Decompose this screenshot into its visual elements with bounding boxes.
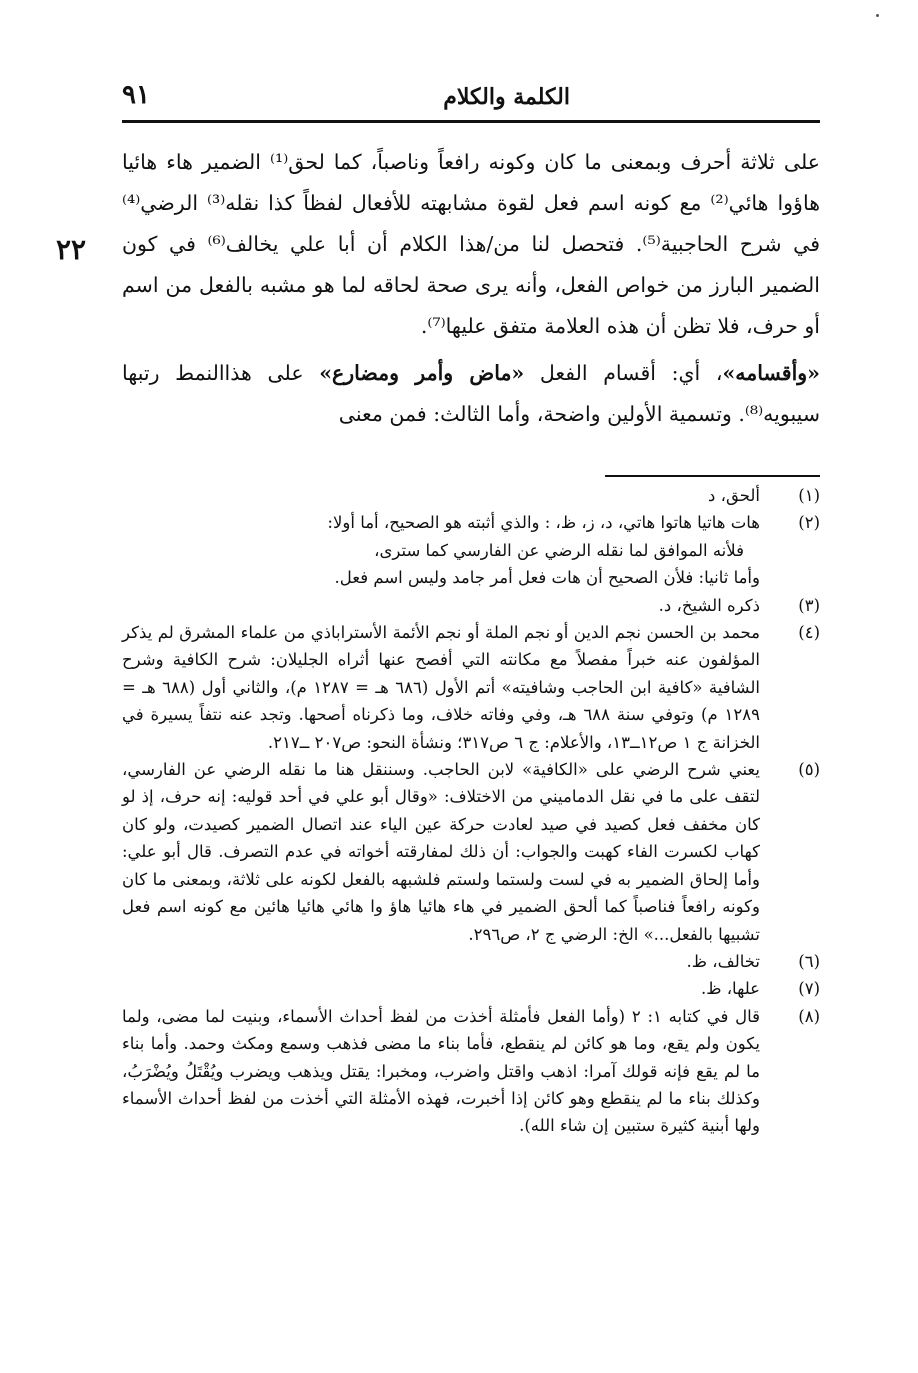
footnote-text: قال في كتابه ١: ٢ (وأما الفعل فأمثلة أخذت من لفظ أحداث الأسماء، وبنيت لما مضى، ولما يكون ولم يقع، وما هو كائن لم ينقطع، فأما بناء ما مضى فذهب وسمع ومكث وحمد. وأما بناء ما لم يقع فإنه قولك آمرا: اذهب واقتل واضرب، ومخبرا: يقتل ويذهب ويضرب ويُقْتَلُ ويُضْرَبُ، وكذلك بناء ما لم ينقطع وهو كائن إذا أخبرت، فهذه الأمثلة التي أخذت من لفظ أحداث الأسماء ولها أبنية كثيرة ستبين إن شاء الله).	[122, 1006, 760, 1136]
footnote	[122, 509, 820, 591]
footnote	[122, 482, 820, 509]
main-text	[122, 142, 820, 435]
header-title: الكلمة والكلام	[443, 84, 570, 110]
term-aqsamuh: «وأقسامه»	[722, 361, 820, 385]
p2-text-1: ، أي: أقسام الفعل	[524, 361, 723, 385]
footnote-number: (٤)	[798, 623, 820, 643]
running-header	[122, 80, 820, 116]
footnote	[122, 619, 820, 756]
main-paragraph-2	[122, 353, 820, 435]
scan-speck	[876, 14, 879, 17]
footnote-number: (٢)	[798, 513, 820, 533]
main-paragraph-1: على ثلاثة أحرف وبمعنى ما كان وكونه رافعاً وناصباً، كما لحق⁽¹⁾ الضمير هاء هائيا هاؤوا هائي⁽²⁾ مع كونه اسم فعل لقوة مشابهته للأفعال لفظاً كذا نقله⁽³⁾ الرضي⁽⁴⁾ في شرح الحاجبية⁽⁵⁾. فتحصل لنا من/هذا الكلام أن أبا علي يخالف⁽⁶⁾ في كون الضمير البارز من خواص الفعل، وأنه يرى صحة لحاقه لما هو مشبه بالفعل من اسم أو حرف، فلا تظن أن هذه العلامة متفق عليها⁽⁷⁾.	[122, 150, 820, 338]
footnote-text: وأما ثانيا: فلأن الصحيح أن هات فعل أمر جامد وليس اسم فعل.	[334, 568, 760, 588]
footnote-text: يعني شرح الرضي على «الكافية» لابن الحاجب. وسننقل هنا ما نقله الرضي عن الفارسي، لتقف على ما في نقل الدماميني من الاختلاف: «وقال أبو علي في أحد قوليه: إنه حرف، إذ لو كان مخفف فعل كصيد في صيد لعادت حركة عين الياء عند اتصال الضمير كصيدت، ولو كان كهاب لكسرت الفاء كهبت والجواب: أن ذلك لمفارقته أخواته في عدم التصرف. قال أبو علي: وأما إلحاق الضمير به في لست ولستما ولستم فلشبهه بالفعل لكونه على ثلاثة، وبمعنى ما كان وكونه رافعاً فناصباً كما ألحق الضمير في هاء هائيا هاؤ وا هائي هائيا هائين مع كونه اسم فعل تشبيها بالفعل...» الخ: الرضي ج ٢، ص٢٩٦.	[122, 760, 760, 944]
footnote	[122, 975, 820, 1002]
footnote-text: فلأنه الموافق لما نقله الرضي عن الفارسي كما سترى،	[374, 540, 744, 560]
header-rule	[122, 120, 820, 123]
p2-text-2: على هذاالنمط رتبها سيبويه⁽⁸⁾. وتسمية الأولين واضحة، وأما الثالث: فمن معنى	[122, 361, 820, 426]
footnote-number: (٦)	[798, 951, 820, 971]
footnote-text: ألحق، د	[708, 486, 760, 505]
footnote-text: علها، ظ.	[700, 979, 760, 999]
footnote-text: هات هاتيا هاتوا هاتي، د، ز، ظ، : والذي أثبته هو الصحيح، أما أولا:	[327, 513, 760, 533]
footnote-number: (١)	[798, 486, 820, 505]
footnote-number: (٨)	[798, 1006, 820, 1026]
page-number: ٩١	[122, 80, 150, 110]
footnote-text: تخالف، ظ.	[686, 951, 760, 971]
footnote-text: ذكره الشيخ، د.	[658, 595, 760, 615]
footnote	[122, 756, 820, 948]
footnotes	[122, 482, 820, 1140]
footnote	[122, 592, 820, 619]
footnote-number: (٣)	[798, 595, 820, 615]
margin-page-marker: ٢٢	[56, 233, 87, 266]
footnote-text: محمد بن الحسن نجم الدين أو نجم الملة أو نجم الأئمة الأستراباذي من علماء المشرق لم يذكر المؤلفون عنه خبراً مفصلاً مع مكانته التي أفصح عنها أثراه الجليلان: شرح الكافية وشرح الشافية «كافية ابن الحاجب وشافيته» أتم الأول (٦٨٦ هـ = ١٢٨٧ م)، والثاني أول (٦٨٨ هـ = ١٢٨٩ م) وتوفي سنة ٦٨٨ هـ، وفي وفاته خلاف، وما ذكرناه أصحها. وتجد عنه نتفاً يسيرة في الخزانة ج ١ ص١٢ــ١٣، والأعلام: ج ٦ ص٣١٧؛ ونشأة النحو: ص٢٠٧ ــ٢١٧.	[122, 623, 760, 752]
footnote-rule	[605, 475, 820, 477]
footnote	[122, 948, 820, 975]
footnote	[122, 1003, 820, 1140]
footnote-number: (٥)	[798, 760, 820, 780]
term-madi-amr-mudari: «ماض وأمر ومضارع»	[319, 361, 525, 385]
footnote-number: (٧)	[798, 979, 820, 999]
